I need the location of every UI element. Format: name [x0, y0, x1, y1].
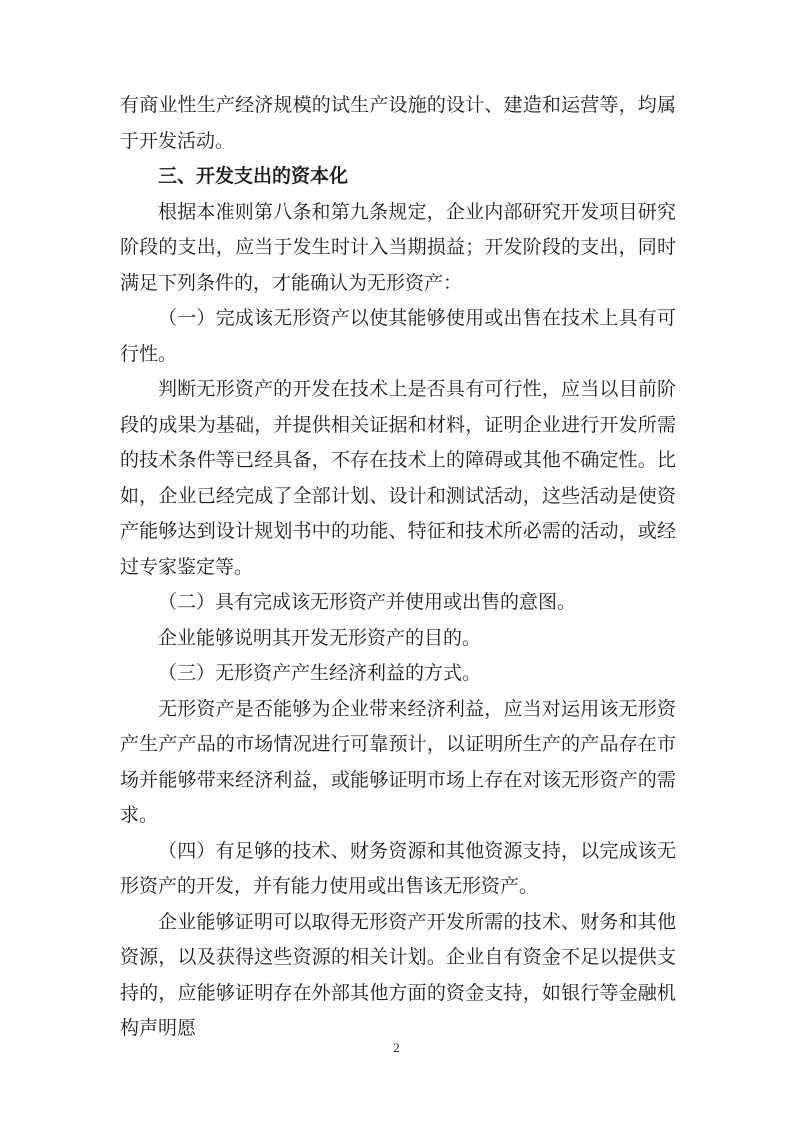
condition-four: （四）有足够的技术、财务资源和其他资源支持，以完成该无形资产的开发，并有能力使用或出售该无形资产。 [120, 839, 676, 897]
paragraph-economic-benefit: 无形资产是否能够为企业带来经济利益，应当对运用该无形资产生产产品的市场情况进行可靠预计，以证明所生产的产品存在市场并能够带来经济利益，或能够证明市场上存在对该无形资产的需求。 [120, 697, 676, 826]
condition-three: （三）无形资产产生经济利益的方式。 [158, 662, 482, 684]
section-heading: 三、开发支出的资本化 [158, 165, 349, 187]
condition-two: （二）具有完成该无形资产并使用或出售的意图。 [158, 591, 577, 613]
document-body [120, 88, 676, 1047]
paragraph-purpose: 企业能够说明其开发无形资产的目的。 [158, 626, 482, 649]
paragraph-intro: 根据本准则第八条和第九条规定，企业内部研究开发项目研究阶段的支出，应当于发生时计入当期损益；开发阶段的支出，同时满足下列条件的，才能确认为无形资产： [120, 200, 676, 294]
page-number: 2 [393, 1040, 400, 1055]
paragraph-resources: 企业能够证明可以取得无形资产开发所需的技术、财务和其他资源，以及获得这些资源的相关计划。企业自有资金不足以提供支持的，应能够证明存在外部其他方面的资金支持，如银行等金融机构声明愿 [120, 910, 676, 1039]
paragraph-continuation: 有商业性生产经济规模的试生产设施的设计、建造和运营等，均属于开发活动。 [120, 94, 676, 152]
condition-one: （一）完成该无形资产以使其能够使用或出售在技术上具有可行性。 [120, 307, 676, 365]
paragraph-feasibility: 判断无形资产的开发在技术上是否具有可行性，应当以目前阶段的成果为基础，并提供相关证据和材料，证明企业进行开发所需的技术条件等已经具备，不存在技术上的障碍或其他不确定性。比如，企业已经完成了全部计划、设计和测试活动，这些活动是使资产能够达到设计规划书中的功能、特征和技术所必需的活动，或经过专家鉴定等。 [120, 378, 676, 578]
